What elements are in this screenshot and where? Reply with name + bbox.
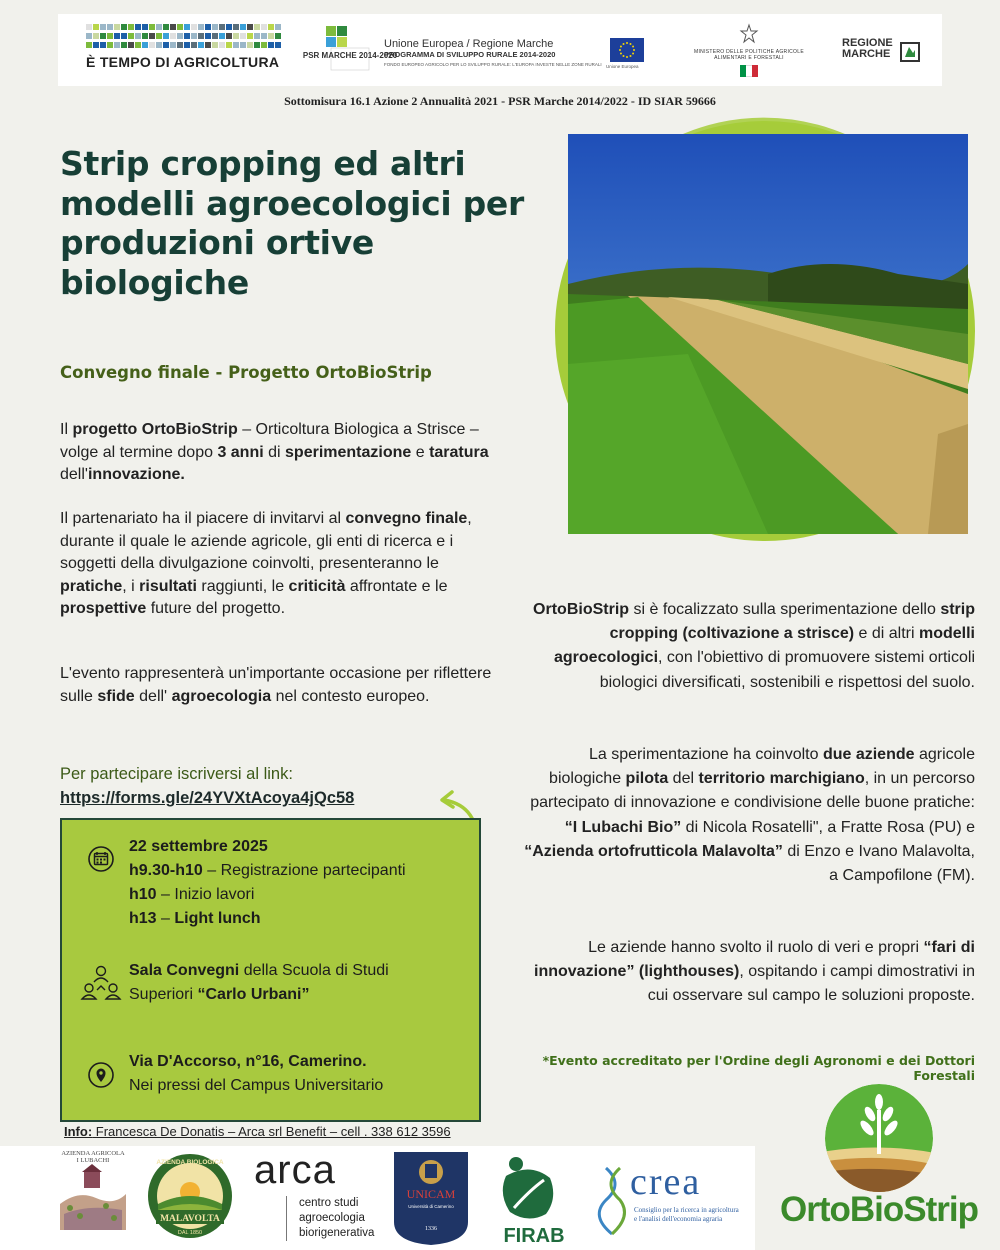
mosaic-tile	[107, 33, 113, 39]
mosaic-tile	[170, 33, 176, 39]
mosaic-tile	[170, 24, 176, 30]
mosaic-tile	[121, 42, 127, 48]
etempo-text: È TEMPO DI AGRICOLTURA	[86, 54, 280, 70]
regione-emblem-icon	[900, 42, 920, 62]
mosaic-tile	[121, 24, 127, 30]
ue-text-block	[384, 38, 602, 67]
registration-link[interactable]: https://forms.gle/24YVXtAcoya4jQc58	[60, 789, 355, 807]
arca-tagline: centro studi agroecologia biorigenerativa	[286, 1196, 374, 1241]
pilot-farms-paragraph: La sperimentazione ha coinvolto due aziende agricole biologiche pilota del territorio marchigiano, in un percorso partecipato di innovazione e condivisione delle buone pratiche: “I Lubachi Bio” di Nicola Rosatelli", a Fratte Rosa (PU) e “Azienda ortofrutticola Malavolta” di Enzo e Ivano Malavolta, a Campofilone (FM).	[524, 746, 975, 885]
mosaic-tile	[184, 42, 190, 48]
mosaic-tile	[247, 42, 253, 48]
calendar-icon	[88, 846, 114, 872]
mosaic-tile	[261, 33, 267, 39]
partner-logo-strip	[0, 1146, 755, 1250]
convegno-subtitle: Convegno finale - Progetto OrtoBioStrip	[60, 363, 432, 382]
strip-cropping-field-photo	[568, 134, 968, 534]
mosaic-tile	[268, 24, 274, 30]
mosaic-tile	[86, 42, 92, 48]
unicam-logo	[392, 1150, 470, 1246]
eu-star-icon	[633, 49, 635, 51]
mosaic-tile	[219, 33, 225, 39]
address-line: Via D'Accorso, n°16, Camerino.	[129, 1053, 367, 1070]
mosaic-tile	[93, 33, 99, 39]
ministry-line2: ALIMENTARI E FORESTALI	[714, 55, 784, 62]
crea-logo	[596, 1162, 746, 1242]
malavolta-logo	[146, 1152, 234, 1240]
intro-paragraph-1: Il progetto OrtoBioStrip – Orticoltura Biologica a Strisce – volge al termine dopo 3 anni di sperimentazione e taratura dell'innovazione.	[60, 421, 489, 483]
mosaic-tile	[205, 33, 211, 39]
eu-star-icon	[620, 46, 622, 48]
intro-paragraph-3: L'evento rappresenterà un'importante occasione per riflettere sulle sfide dell' agroecologia nel contesto europeo.	[60, 665, 492, 705]
mosaic-tile	[198, 33, 204, 39]
psr-text: PSR MARCHE 2014-2020	[302, 51, 398, 60]
people-icon	[80, 964, 122, 1004]
mosaic-tile	[212, 42, 218, 48]
mosaic-tile	[170, 42, 176, 48]
mosaic-tile	[177, 33, 183, 39]
ortobiostrip-wordmark: OrtoBioStrip	[780, 1190, 978, 1229]
mosaic-tile	[205, 42, 211, 48]
mosaic-tile	[177, 24, 183, 30]
eu-star-icon	[623, 43, 625, 45]
mosaic-tile	[275, 24, 281, 30]
mosaic-tile	[163, 33, 169, 39]
crea-tagline: Consiglio per la ricerca in agricoltura e l'analisi dell'economia agraria	[634, 1206, 739, 1223]
mosaic-tile	[163, 24, 169, 30]
lubachi-illustration-icon	[58, 1164, 128, 1232]
eu-star-icon	[626, 56, 628, 58]
contact-info: Info: Francesca De Donatis – Arca srl Benefit – cell . 338 612 3596	[64, 1124, 451, 1139]
ue-program: PROGRAMMA DI SVILUPPO RURALE 2014-2020	[384, 50, 556, 59]
psr-marche-logo	[302, 26, 398, 72]
mosaic-tile	[156, 24, 162, 30]
mosaic-tile	[268, 33, 274, 39]
mosaic-tile	[198, 24, 204, 30]
mosaic-tile	[128, 33, 134, 39]
mosaic-tile	[149, 42, 155, 48]
unicam-year-text: 1336	[425, 1226, 437, 1232]
mosaic-tile	[226, 33, 232, 39]
eu-star-icon	[619, 49, 621, 51]
mosaic-tile	[240, 24, 246, 30]
ue-fine-print: FONDO EUROPEO AGRICOLO PER LO SVILUPPO RURALE: L'EUROPA INVESTE NELLE ZONE RURALI	[384, 62, 602, 67]
mosaic-tile	[156, 33, 162, 39]
mosaic-tile	[226, 24, 232, 30]
eu-caption: Unione Europea	[606, 64, 639, 69]
mosaic-tile	[93, 42, 99, 48]
unicam-sub-text: Università di Camerino	[408, 1204, 454, 1209]
mosaic-tile	[240, 33, 246, 39]
mosaic-tile	[121, 33, 127, 39]
malavolta-name-text: MALAVOLTA	[160, 1214, 220, 1224]
mosaic-tile	[233, 33, 239, 39]
regione-marche-logo	[842, 38, 932, 60]
arca-wordmark: arca	[254, 1148, 336, 1192]
mosaic-tile	[114, 33, 120, 39]
partner-banner	[58, 14, 942, 86]
eu-star-icon	[626, 42, 628, 44]
registration-prompt: Per partecipare iscriversi al link:	[60, 765, 293, 783]
mosaic-tile	[261, 24, 267, 30]
mosaic-tile	[212, 24, 218, 30]
mosaic-tile	[128, 24, 134, 30]
mosaic-tile	[254, 33, 260, 39]
mosaic-tile	[240, 42, 246, 48]
italy-flag-icon	[740, 65, 758, 77]
mosaic-tile	[114, 24, 120, 30]
accreditation-note: *Evento accreditato per l'Ordine degli Agronomi e dei Dottori Forestali	[542, 1053, 975, 1083]
eu-star-icon	[632, 46, 634, 48]
event-details-box	[60, 818, 481, 1122]
mosaic-tile	[254, 42, 260, 48]
mosaic-tile	[135, 42, 141, 48]
eu-star-icon	[630, 55, 632, 57]
mosaic-tile	[128, 42, 134, 48]
mosaic-tile	[100, 42, 106, 48]
mosaic-tile	[247, 24, 253, 30]
mosaic-tile	[163, 42, 169, 48]
venue-text: Sala Convegni della Scuola di Studi Superiori “Carlo Urbani”	[129, 962, 389, 1003]
location-pin-icon	[88, 1062, 114, 1088]
mosaic-tile	[86, 24, 92, 30]
eu-star-icon	[630, 43, 632, 45]
malavolta-year-text: DAL 1850	[177, 1230, 203, 1236]
mosaic-tile	[191, 24, 197, 30]
mosaic-tile	[261, 42, 267, 48]
project-focus-paragraph: OrtoBioStrip si è focalizzato sulla sperimentazione dello strip cropping (coltivazione a strisce) e di altri modelli agroecologici, con l'obiettivo di promuovere sistemi orticoli biologici diversificati, sostenibili e rispettosi del suolo.	[533, 601, 975, 691]
mosaic-tile	[100, 24, 106, 30]
mosaic-tile	[219, 42, 225, 48]
mosaic-tile	[205, 24, 211, 30]
event-date: 22 settembre 2025	[129, 838, 268, 855]
mosaic-tile	[142, 33, 148, 39]
mosaic-tile	[149, 33, 155, 39]
region-line1: REGIONE	[842, 37, 893, 49]
etempo-logo	[86, 24, 286, 76]
republic-emblem-icon	[740, 24, 758, 44]
mosaic-tile	[219, 24, 225, 30]
crea-wordmark: crea	[630, 1161, 702, 1203]
lubachi-logo: AZIENDA AGRICOLA I LUBACHI	[58, 1150, 128, 1238]
mosaic-tile	[198, 42, 204, 48]
mosaic-tile	[212, 33, 218, 39]
mosaic-tile	[114, 42, 120, 48]
mosaic-tile	[254, 24, 260, 30]
schedule-item: h9.30-h10 – Registrazione partecipanti	[129, 862, 406, 879]
mosaic-tile	[191, 33, 197, 39]
ue-title: Unione Europea / Regione Marche	[384, 38, 554, 50]
eu-star-icon	[623, 55, 625, 57]
mosaic-tile	[275, 42, 281, 48]
address-note: Nei pressi del Campus Universitario	[129, 1077, 384, 1094]
mosaic-tile	[142, 24, 148, 30]
intro-paragraph-2: Il partenariato ha il piacere di invitarvi al convegno finale, durante il quale le aziende agricole, gli enti di ricerca e i soggetti della divulgazione coinvolti, presenteranno le pratiche, i risultati raggiunti, le criticità affrontate e le prospettive future del progetto.	[60, 510, 472, 617]
mosaic-tile	[149, 24, 155, 30]
mosaic-tile	[135, 33, 141, 39]
mosaic-tile	[226, 42, 232, 48]
mosaic-tile	[135, 24, 141, 30]
region-line2: MARCHE	[842, 48, 891, 60]
mosaic-tile	[268, 42, 274, 48]
mosaic-tile	[275, 33, 281, 39]
firab-text: FIRAB	[503, 1225, 565, 1247]
eu-flag-icon	[610, 38, 644, 62]
eu-star-icon	[620, 53, 622, 55]
mosaic-tile	[177, 42, 183, 48]
mosaic-tile	[247, 33, 253, 39]
mosaic-tile	[184, 24, 190, 30]
page-title: Strip cropping ed altri modelli agroecologici per produzioni ortive biologiche	[60, 144, 524, 302]
address-block	[129, 1050, 469, 1098]
eu-star-icon	[632, 53, 634, 55]
mosaic-tile	[100, 33, 106, 39]
mosaic-tile	[86, 33, 92, 39]
ministry-logo	[678, 24, 820, 77]
ministry-line1: MINISTERO DELLE POLITICHE AGRICOLE	[694, 49, 804, 55]
mosaic-tile	[233, 24, 239, 30]
schedule-item: h13 – Light lunch	[129, 910, 261, 927]
mosaic-tile	[233, 42, 239, 48]
measure-subtitle: Sottomisura 16.1 Azione 2 Annualità 2021 - PSR Marche 2014/2022 - ID SIAR 59666	[284, 94, 716, 108]
mosaic-tile	[191, 42, 197, 48]
etempo-mosaic	[86, 24, 282, 50]
mosaic-tile	[107, 24, 113, 30]
malavolta-top-text: AZIENDA BIOLOGICA	[156, 1159, 224, 1166]
mosaic-tile	[142, 42, 148, 48]
schedule-item: h10 – Inizio lavori	[129, 886, 255, 903]
mosaic-tile	[156, 42, 162, 48]
unicam-text: UNICAM	[406, 1187, 456, 1201]
crea-dna-icon	[598, 1166, 628, 1236]
mosaic-tile	[184, 33, 190, 39]
arca-logo	[254, 1148, 384, 1248]
firab-logo	[494, 1150, 574, 1246]
lighthouse-paragraph: Le aziende hanno svolto il ruolo di veri e propri “fari di innovazione” (lighthouses), ospitando i campi dimostrativi in cui osservare sul campo le soluzioni proposte.	[534, 939, 975, 1005]
mosaic-tile	[107, 42, 113, 48]
schedule-block	[129, 835, 469, 931]
mosaic-tile	[93, 24, 99, 30]
